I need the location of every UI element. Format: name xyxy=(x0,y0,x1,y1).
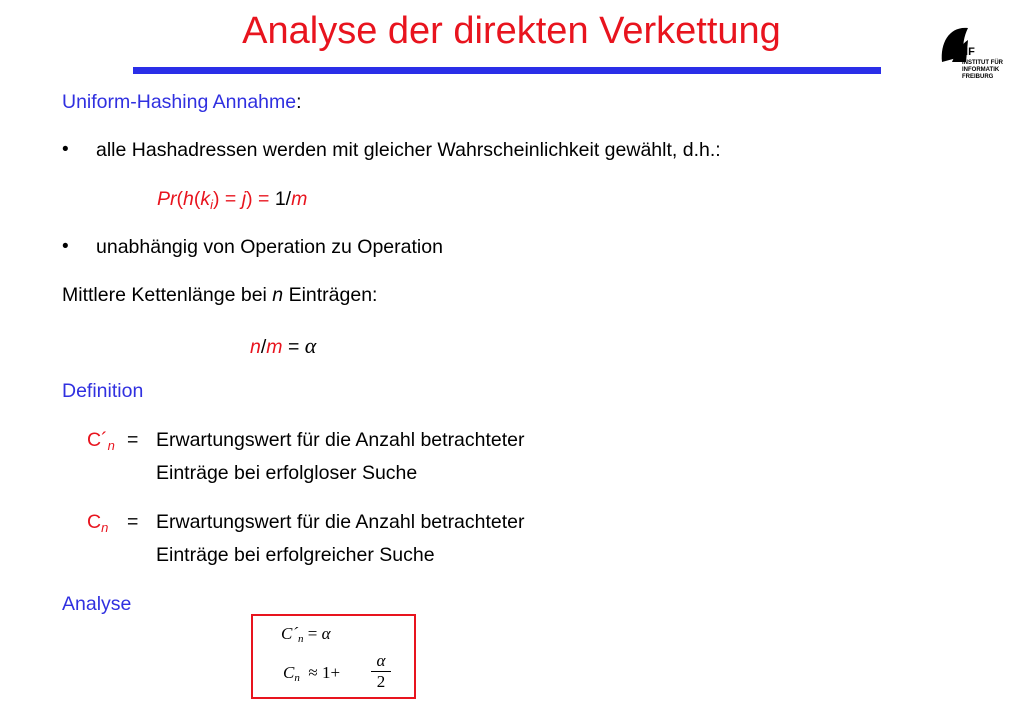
def2-line1: Erwartungswert für die Anzahl betrachteter xyxy=(156,511,525,533)
formula-load-factor xyxy=(250,333,316,359)
def2-sub: n xyxy=(101,520,109,535)
def1-sub: n xyxy=(107,438,115,453)
f2-alpha: α xyxy=(304,333,317,358)
f1-j: j xyxy=(241,188,247,210)
bullet-2-text: unabhängig von Operation zu Operation xyxy=(96,236,443,258)
f1-k: k xyxy=(200,188,211,210)
formula-probability: $Pr(h(k_i) = j) = 1/m$ xyxy=(157,188,308,212)
box-r1-c: C´ xyxy=(281,624,298,643)
box-fraction xyxy=(371,652,391,691)
box-row2 xyxy=(283,663,340,684)
logo-line1: INSTITUT FÜR xyxy=(962,60,1003,66)
box-r2-one: 1 xyxy=(321,663,331,682)
logo-letters: IIF xyxy=(962,46,975,58)
f2-eq: = xyxy=(287,336,300,358)
f1-slash: / xyxy=(285,188,292,210)
mittlere-text: Mittlere Kettenlänge bei xyxy=(62,284,273,306)
def2-symbol xyxy=(87,511,108,535)
box-r1-alpha: α xyxy=(321,624,331,643)
box-r2-plus: + xyxy=(330,663,341,682)
box-r1-eq: = xyxy=(307,624,318,643)
box-r1-sub: n xyxy=(298,633,304,645)
colon: : xyxy=(296,91,302,113)
mittlere-rest: Einträgen: xyxy=(283,284,378,306)
def1-symbol xyxy=(87,429,115,453)
analyse-heading: Analyse xyxy=(62,593,132,615)
def1-eq: = xyxy=(127,429,139,451)
mittlere-kettenlaenge xyxy=(62,284,377,307)
box-r2-c: C xyxy=(283,663,295,682)
def1-line1: Erwartungswert für die Anzahl betrachteter xyxy=(156,429,525,451)
f1-i: i xyxy=(210,197,213,212)
f1-eq: = xyxy=(224,188,237,210)
def1-line2: Einträge bei erfolgloser Suche xyxy=(156,462,418,484)
box-row1 xyxy=(281,624,331,645)
box-frac-den: 2 xyxy=(376,672,386,691)
f2-slash: / xyxy=(260,336,267,358)
f2-m: m xyxy=(266,336,283,358)
box-r2-sub: n xyxy=(294,672,300,684)
definition-heading: Definition xyxy=(62,380,144,402)
f1-eq2: = xyxy=(258,188,270,210)
def2-line2: Einträge bei erfolgreicher Suche xyxy=(156,544,435,566)
slide-title: Analyse der direkten Verkettung xyxy=(242,10,781,52)
f1-h: h xyxy=(183,188,194,210)
logo-line3: FREIBURG xyxy=(962,74,994,80)
result-formula-box xyxy=(251,614,416,699)
f1-one: 1 xyxy=(274,188,286,210)
title-underline xyxy=(133,67,881,74)
box-frac-num: α xyxy=(376,651,386,670)
bullet-2-marker: • xyxy=(62,236,69,257)
logo-line2: INFORMATIK xyxy=(962,67,1000,73)
mittlere-n: n xyxy=(272,284,284,306)
f2-n: n xyxy=(250,336,261,358)
box-r2-approx: ≈ xyxy=(308,663,318,682)
iif-logo xyxy=(934,22,1004,84)
f1-pr: Pr xyxy=(157,188,177,210)
uniform-hashing-heading xyxy=(62,91,302,114)
def2-c: C xyxy=(87,511,102,533)
def2-eq: = xyxy=(127,511,139,533)
uniform-hashing-label: Uniform-Hashing Annahme xyxy=(62,91,297,113)
def1-c: C´ xyxy=(87,429,108,451)
f1-m: m xyxy=(291,188,308,210)
bullet-1-marker: • xyxy=(62,139,69,160)
bullet-1-text: alle Hashadressen werden mit gleicher Wahrscheinlichkeit gewählt, d.h.: xyxy=(96,139,721,161)
